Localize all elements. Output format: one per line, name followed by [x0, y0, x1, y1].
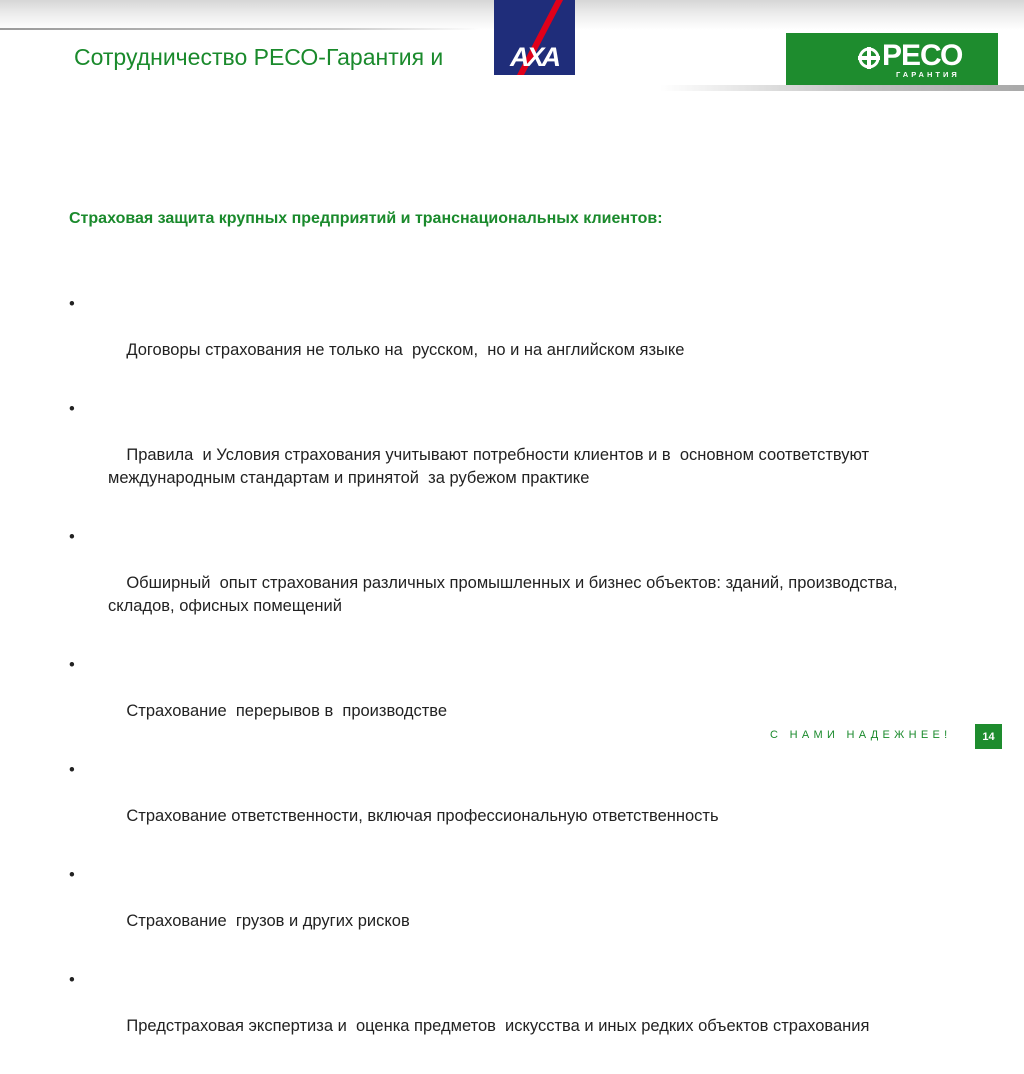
- list-item-text: Предстраховая экспертиза и оценка предметов искусства и иных редких объектов страхования: [126, 1017, 870, 1035]
- list-item-text: Страхование перерывов в производстве: [126, 702, 448, 720]
- bullet-marker: •: [69, 971, 75, 989]
- bullet-marker: •: [69, 656, 75, 674]
- bullet-marker: •: [69, 295, 75, 313]
- reso-emblem-icon: [858, 45, 880, 73]
- slide-title: Сотрудничество РЕСО-Гарантия и: [74, 44, 444, 70]
- list-item-text: Страхование ответственности, включая профессиональную ответственность: [126, 807, 719, 825]
- bullet-marker: •: [69, 528, 75, 546]
- list-item-text: Обширный опыт страхования различных промышленных и бизнес объектов: зданий, производства, складов, офисных помещений: [108, 574, 903, 615]
- list-item: [69, 864, 929, 956]
- header-rule: [0, 28, 480, 30]
- reso-logo: [786, 33, 998, 85]
- reso-logo-subtitle: ГАРАНТИЯ: [896, 70, 960, 79]
- list-item: [69, 398, 929, 513]
- header-underline: [660, 85, 1024, 91]
- list-item-text: Страхование грузов и других рисков: [126, 912, 410, 930]
- reso-logo-name: РЕСО: [882, 39, 963, 72]
- axa-logo-text: AXA: [509, 42, 559, 72]
- footer-slogan: С НАМИ НАДЕЖНЕЕ!: [770, 729, 952, 741]
- axa-logo-mark: [494, 0, 575, 75]
- bullet-marker: •: [69, 400, 75, 418]
- bullet-marker: •: [69, 761, 75, 779]
- list-item: [69, 293, 929, 385]
- list-item: [69, 759, 929, 851]
- list-item: [69, 526, 929, 641]
- list-item-text: Договоры страхования не только на русском, но и на английском языке: [126, 341, 685, 359]
- bullet-marker: •: [69, 866, 75, 884]
- bullet-list: [69, 293, 929, 1074]
- list-item: [69, 969, 929, 1061]
- page-number-badge: 14: [975, 724, 1002, 749]
- list-item-text: Правила и Условия страхования учитывают потребности клиентов и в основном соответствуют международным стандартам и принятой за рубежом практике: [108, 446, 874, 487]
- section-heading: Страховая защита крупных предприятий и транснациональных клиентов:: [69, 210, 663, 227]
- axa-logo: [494, 0, 575, 75]
